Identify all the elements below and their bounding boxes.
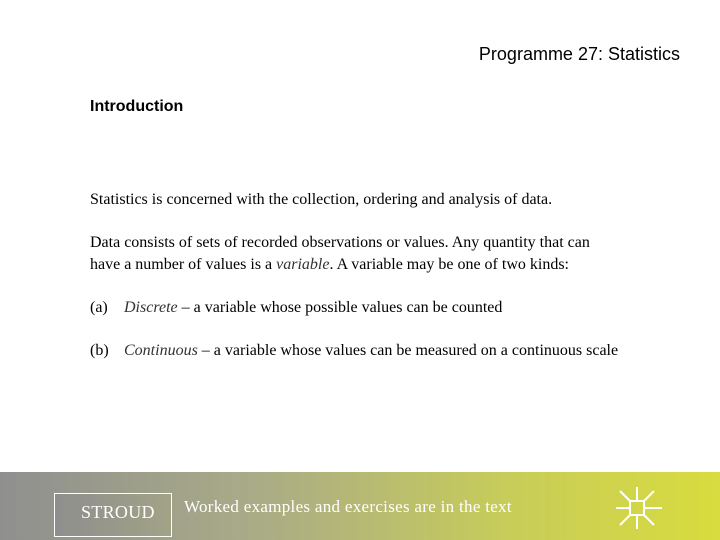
- section-heading: Introduction: [90, 98, 184, 115]
- list-item-term: Discrete: [124, 299, 178, 316]
- data-paragraph-line2-pre: have a number of values is a: [90, 256, 277, 273]
- footer-note: Worked examples and exercises are in the text: [184, 497, 512, 516]
- list-item-label: (b): [90, 342, 109, 359]
- programme-title: Programme 27: Statistics: [478, 44, 680, 64]
- footer-bar: [0, 472, 720, 540]
- list-item-text: – a variable whose values can be measured on a continuous scale: [197, 342, 619, 359]
- data-paragraph: [90, 232, 590, 276]
- intro-paragraph: Statistics is concerned with the collection, ordering and analysis of data.: [90, 191, 553, 208]
- stroud-logo: STROUD: [81, 502, 155, 522]
- stroud-logo-box: [54, 493, 172, 537]
- list-item-discrete: [90, 297, 502, 319]
- network-node-icon[interactable]: [610, 482, 668, 534]
- list-item-continuous: [90, 340, 618, 362]
- list-item-text: – a variable whose possible values can be counted: [177, 299, 503, 316]
- data-paragraph-line1: Data consists of sets of recorded observations or values. Any quantity that can: [90, 234, 590, 251]
- list-item-label: (a): [90, 299, 108, 316]
- list-item-term: Continuous: [124, 342, 198, 359]
- variable-term: variable: [276, 256, 330, 273]
- data-paragraph-line2-post: . A variable may be one of two kinds:: [329, 256, 569, 273]
